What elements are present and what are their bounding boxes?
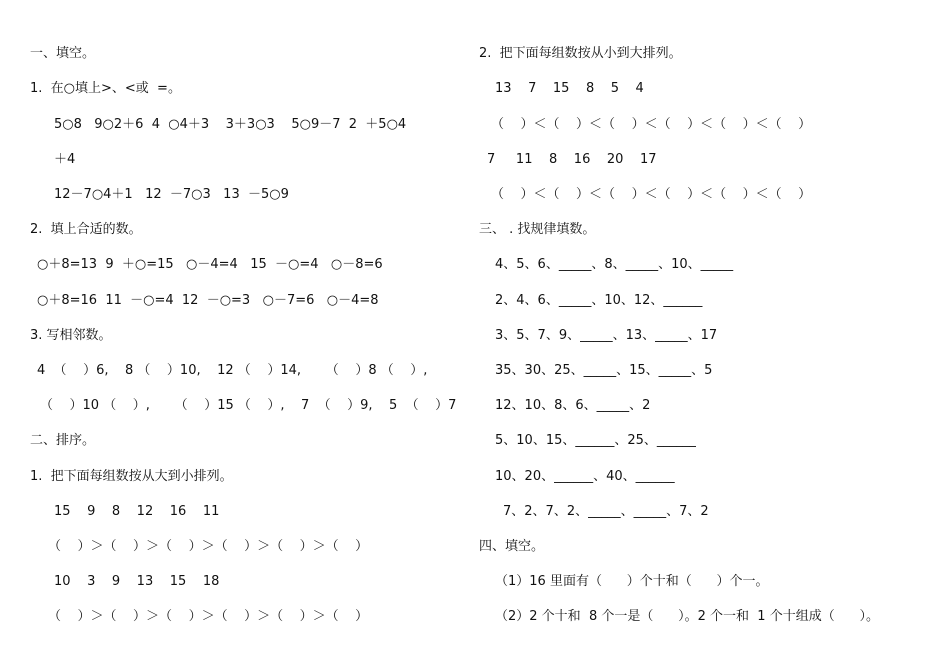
sort-desc-heading: 1. 把下面每组数按从大到小排列。: [30, 469, 233, 484]
sort-desc-numbers-1: 15 9 8 12 16 11: [54, 504, 220, 519]
pattern-row-5: 12、10、8、6、_____、2: [495, 398, 651, 413]
question-compare-heading: 1. 在○填上>、<或 =。: [30, 81, 181, 96]
compare-row-1-cont: ＋4: [54, 152, 76, 167]
place-value-q2: （2）2 个十和 8 个一是（ ）。2 个一和 1 个十组成（ ）。: [495, 609, 880, 624]
section-4-heading: 四、填空。: [479, 539, 545, 554]
neighbor-row-1: 4 （ ）6, 8 （ ）10, 12 （ ）14, （ ）8 （ ）,: [37, 363, 428, 378]
pattern-row-3: 3、5、7、9、_____、13、_____、17: [495, 328, 718, 343]
neighbor-row-2: （ ）10 （ ）, （ ）15 （ ）, 7 （ ）9, 5 （ ）7: [40, 398, 457, 413]
sort-desc-numbers-2: 10 3 9 13 15 18: [54, 574, 220, 589]
place-value-q1: （1）16 里面有（ ）个十和（ ）个一。: [495, 574, 769, 589]
sort-asc-blanks-1: （ ）＜（ ）＜（ ）＜（ ）＜（ ）＜（ ）: [491, 117, 812, 132]
question-fill-heading: 2. 填上合适的数。: [30, 222, 142, 237]
compare-row-2: 12－7○4＋1 12 －7○3 13 －5○9: [54, 187, 289, 202]
pattern-row-8: 7、2、7、2、_____、_____、7、2: [503, 504, 709, 519]
pattern-row-2: 2、4、6、_____、10、12、______: [495, 293, 703, 308]
section-3-heading: 三、 . 找规律填数。: [479, 222, 596, 237]
section-2-heading: 二、排序。: [30, 433, 96, 448]
compare-row-1: 5○8 9○2＋6 4 ○4＋3 3＋3○3 5○9－7 2 ＋5○4: [54, 117, 407, 132]
sort-asc-numbers-2: 7 11 8 16 20 17: [487, 152, 657, 167]
sort-asc-blanks-2: （ ）＜（ ）＜（ ）＜（ ）＜（ ）＜（ ）: [491, 187, 812, 202]
pattern-row-4: 35、30、25、_____、15、_____、5: [495, 363, 713, 378]
question-neighbor-heading: 3. 写相邻数。: [30, 328, 112, 343]
sort-asc-heading: 2. 把下面每组数按从小到大排列。: [479, 46, 682, 61]
sort-asc-numbers-1: 13 7 15 8 5 4: [495, 81, 644, 96]
pattern-row-6: 5、10、15、______、25、______: [495, 433, 696, 448]
fill-row-2: ○＋8=16 11 －○=4 12 －○=3 ○－7=6 ○－4=8: [37, 293, 379, 308]
pattern-row-7: 10、20、______、40、______: [495, 469, 675, 484]
sort-desc-blanks-2: （ ）＞（ ）＞（ ）＞（ ）＞（ ）＞（ ）: [48, 609, 369, 624]
fill-row-1: ○＋8=13 9 ＋○=15 ○－4=4 15 －○=4 ○－8=6: [37, 257, 383, 272]
section-1-heading: 一、填空。: [30, 46, 96, 61]
sort-desc-blanks-1: （ ）＞（ ）＞（ ）＞（ ）＞（ ）＞（ ）: [48, 539, 369, 554]
pattern-row-1: 4、5、6、_____、8、_____、10、_____: [495, 257, 734, 272]
